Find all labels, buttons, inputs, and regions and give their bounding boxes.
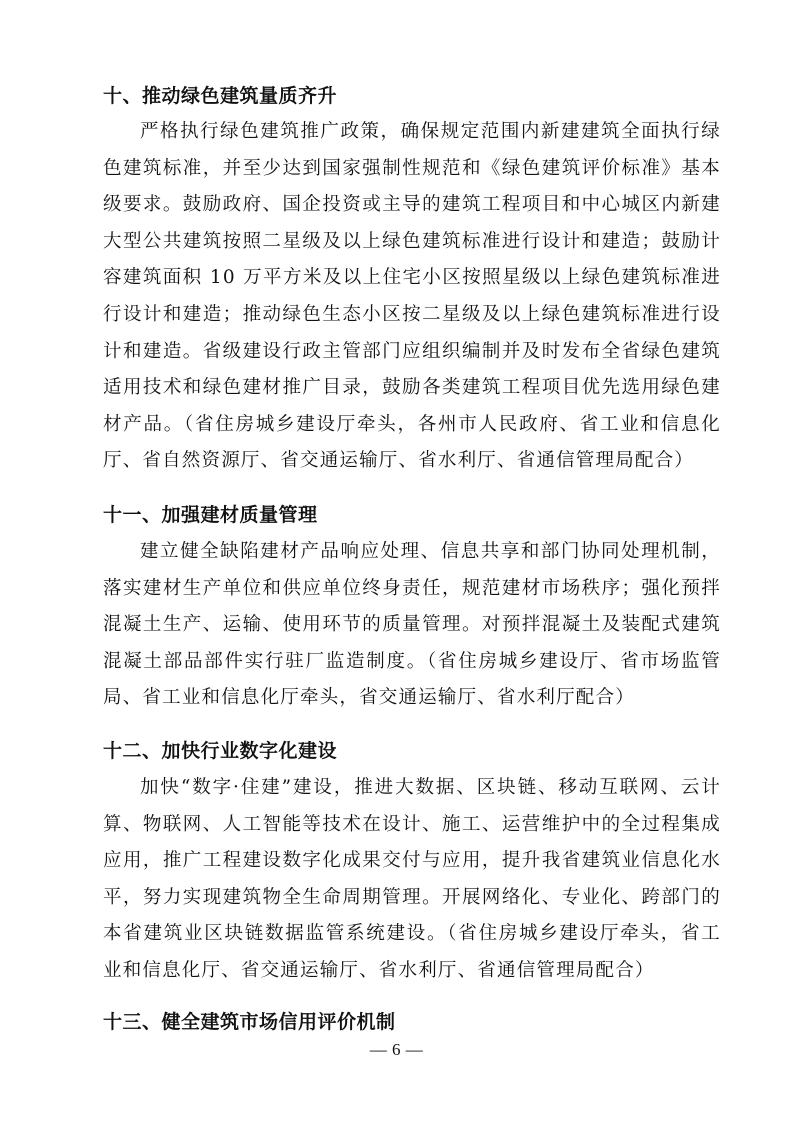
section-heading-11: 十一、加强建材质量管理 (103, 504, 318, 526)
page-number: — 6 — (369, 1040, 424, 1059)
section-heading-12: 十二、加快行业数字化建设 (103, 740, 338, 762)
section-body-10: 严格执行绿色建筑推广政策，确保规定范围内新建建筑全面执行绿色建筑标准，并至少达到国家强制性规范和《绿色建筑评价标准》基本级要求。鼓励政府、国企投资或主导的建筑工程项目和中心城区内新建大型公共建筑按照二星级及以上绿色建筑标准进行设计和建造；鼓励计容建筑面积 10 万平方米及以上住宅小区按照星级以上绿色建筑标准进行设计和建造；推动绿色生态小区按二星级及以上绿色建筑标准进行设计和建造。省级建设行政主管部门应组织编制并及时发布全省绿色建筑适用技术和绿色建材推广目录，鼓励各类建筑工程项目优先选用绿色建材产品。（省住房城乡建设厅牵头，各州市人民政府、省工业和信息化厅、省自然资源厅、省交通运输厅、省水利厅、省通信管理局配合） (103, 121, 721, 472)
section-heading-10: 十、推动绿色建筑量质齐升 (103, 85, 338, 107)
section-body-12: 加快“数字·住建”建设，推进大数据、区块链、移动互联网、云计算、物联网、人工智能等技术在设计、施工、运营维护中的全过程集成应用，推广工程建设数字化成果交付与应用，提升我省建筑业信息化水平，努力实现建筑物全生命周期管理。开展网络化、专业化、跨部门的本省建筑业区块链数据监管系统建设。（省住房城乡建设厅牵头，省工业和信息化厅、省交通运输厅、省水利厅、省通信管理局配合） (103, 777, 721, 981)
section-heading-13: 十三、健全建筑市场信用评价机制 (103, 1011, 396, 1033)
section-body-11: 建立健全缺陷建材产品响应处理、信息共享和部门协同处理机制，落实建材生产单位和供应单位终身责任，规范建材市场秩序；强化预拌混凝土生产、运输、使用环节的质量管理。对预拌混凝土及装配式建筑混凝土部品部件实行驻厂监造制度。（省住房城乡建设厅、省市场监管局、省工业和信息化厅牵头，省交通运输厅、省水利厅配合） (103, 541, 721, 709)
